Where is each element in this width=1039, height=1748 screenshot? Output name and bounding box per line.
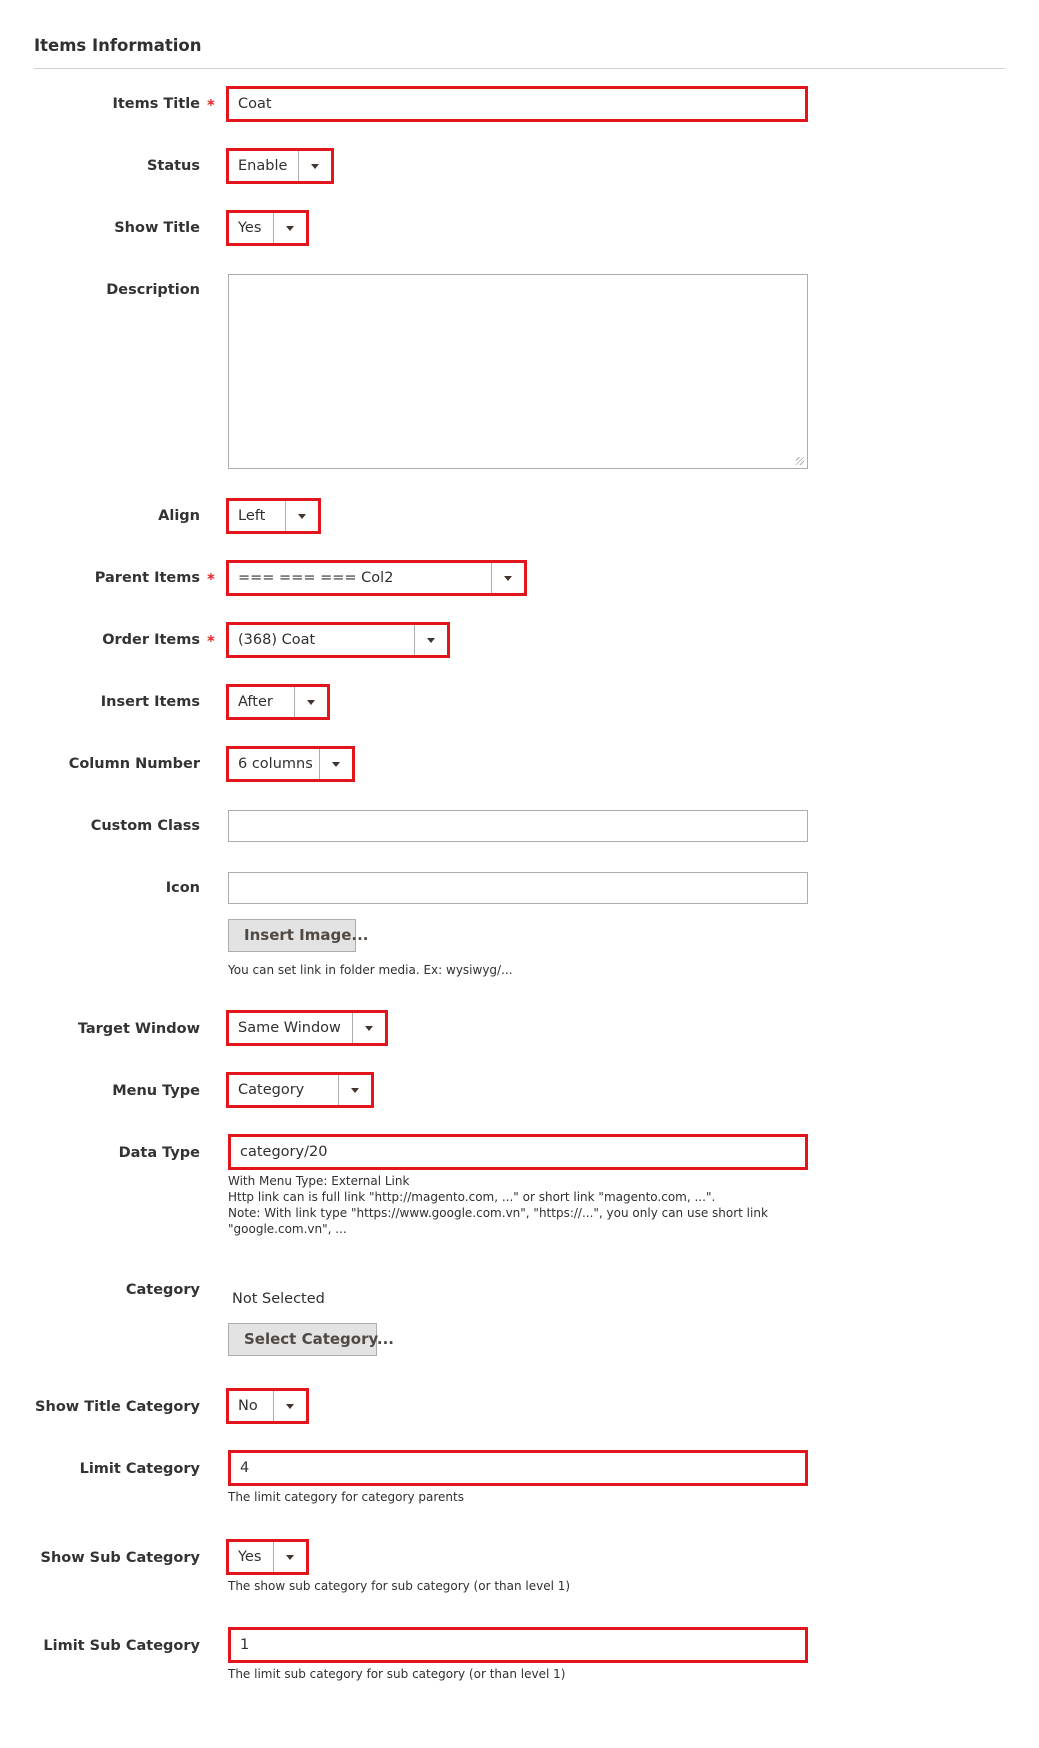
data-type-note-line: Http link can is full link "http://magento.com, ..." or short link "magento.com, ...". bbox=[228, 1190, 716, 1204]
data-type-note-line: "google.com.vn", ... bbox=[228, 1222, 347, 1236]
data-type-note-line: Note: With link type "https://www.google.com.vn", "https://...", you only can use short link bbox=[228, 1206, 768, 1220]
column-number-value: 6 columns bbox=[238, 756, 313, 772]
align-label: Align bbox=[158, 508, 200, 524]
chevron-down-icon[interactable] bbox=[294, 687, 327, 717]
column-number-select[interactable] bbox=[228, 748, 353, 780]
show-sub-category-label: Show Sub Category bbox=[40, 1550, 200, 1566]
required-marker: * bbox=[207, 570, 215, 588]
show-sub-category-note: The show sub category for sub category (or than level 1) bbox=[228, 1579, 571, 1593]
chevron-down-icon[interactable] bbox=[273, 1391, 306, 1421]
limit-category-input[interactable]: 4 bbox=[230, 1452, 806, 1484]
chevron-down-icon[interactable] bbox=[273, 213, 306, 243]
menu-type-select[interactable] bbox=[228, 1074, 372, 1106]
show-title-category-value: No bbox=[238, 1398, 258, 1414]
chevron-down-icon[interactable] bbox=[298, 151, 331, 181]
limit-category-label: Limit Category bbox=[79, 1461, 200, 1477]
required-marker: * bbox=[207, 96, 215, 114]
show-title-value: Yes bbox=[238, 220, 262, 236]
show-title-category-select[interactable] bbox=[228, 1390, 307, 1422]
select-category-button[interactable]: Select Category... bbox=[228, 1323, 377, 1356]
status-value: Enable bbox=[238, 158, 288, 174]
required-marker: * bbox=[207, 632, 215, 650]
section-divider bbox=[34, 68, 1005, 69]
status-label: Status bbox=[146, 158, 200, 174]
items-title-input[interactable]: Coat bbox=[228, 88, 806, 120]
data-type-input[interactable]: category/20 bbox=[230, 1136, 806, 1168]
align-value: Left bbox=[238, 508, 266, 524]
custom-class-label: Custom Class bbox=[90, 818, 200, 834]
insert-items-select[interactable] bbox=[228, 686, 328, 718]
chevron-down-icon[interactable] bbox=[491, 563, 524, 593]
limit-sub-category-input[interactable]: 1 bbox=[230, 1629, 806, 1661]
insert-items-label: Insert Items bbox=[100, 694, 200, 710]
show-sub-category-value: Yes bbox=[238, 1549, 262, 1565]
order-items-label: Order Items bbox=[102, 632, 200, 648]
target-window-select[interactable] bbox=[228, 1012, 386, 1044]
data-type-label: Data Type bbox=[118, 1145, 200, 1161]
limit-sub-category-label: Limit Sub Category bbox=[43, 1638, 200, 1654]
menu-type-label: Menu Type bbox=[112, 1083, 200, 1099]
chevron-down-icon[interactable] bbox=[414, 625, 447, 655]
parent-items-value: === === === Col2 bbox=[238, 570, 394, 586]
chevron-down-icon[interactable] bbox=[319, 749, 352, 779]
chevron-down-icon[interactable] bbox=[352, 1013, 385, 1043]
data-type-note-line: With Menu Type: External Link bbox=[228, 1174, 410, 1188]
category-selected-value: Not Selected bbox=[232, 1291, 325, 1307]
chevron-down-icon[interactable] bbox=[273, 1542, 306, 1572]
order-items-select[interactable] bbox=[228, 624, 448, 656]
limit-sub-category-note: The limit sub category for sub category (or than level 1) bbox=[228, 1667, 566, 1681]
description-textarea[interactable] bbox=[228, 274, 808, 469]
show-title-category-label: Show Title Category bbox=[35, 1399, 200, 1415]
target-window-label: Target Window bbox=[77, 1021, 200, 1037]
items-title-label: Items Title bbox=[112, 96, 200, 112]
insert-items-value: After bbox=[238, 694, 273, 710]
show-sub-category-select[interactable] bbox=[228, 1541, 307, 1573]
order-items-value: (368) Coat bbox=[238, 632, 316, 648]
description-label: Description bbox=[106, 282, 200, 298]
section-title: Items Information bbox=[34, 36, 202, 55]
align-select[interactable] bbox=[228, 500, 319, 532]
chevron-down-icon[interactable] bbox=[338, 1075, 371, 1105]
show-title-label: Show Title bbox=[114, 220, 200, 236]
parent-items-select[interactable] bbox=[228, 562, 525, 594]
column-number-label: Column Number bbox=[68, 756, 200, 772]
show-title-select[interactable] bbox=[228, 212, 307, 244]
menu-type-value: Category bbox=[238, 1082, 305, 1098]
data-type-note bbox=[228, 1173, 768, 1237]
parent-items-label: Parent Items bbox=[94, 570, 200, 586]
icon-label: Icon bbox=[165, 880, 200, 896]
target-window-value: Same Window bbox=[238, 1020, 341, 1036]
category-label: Category bbox=[125, 1282, 200, 1298]
resize-grip-icon[interactable] bbox=[796, 457, 804, 465]
insert-image-button[interactable]: Insert Image... bbox=[228, 919, 356, 952]
chevron-down-icon[interactable] bbox=[285, 501, 318, 531]
status-select[interactable] bbox=[228, 150, 332, 182]
icon-input[interactable] bbox=[228, 872, 808, 904]
icon-note: You can set link in folder media. Ex: wysiwyg/... bbox=[228, 963, 513, 977]
custom-class-input[interactable] bbox=[228, 810, 808, 842]
limit-category-note: The limit category for category parents bbox=[228, 1490, 464, 1504]
